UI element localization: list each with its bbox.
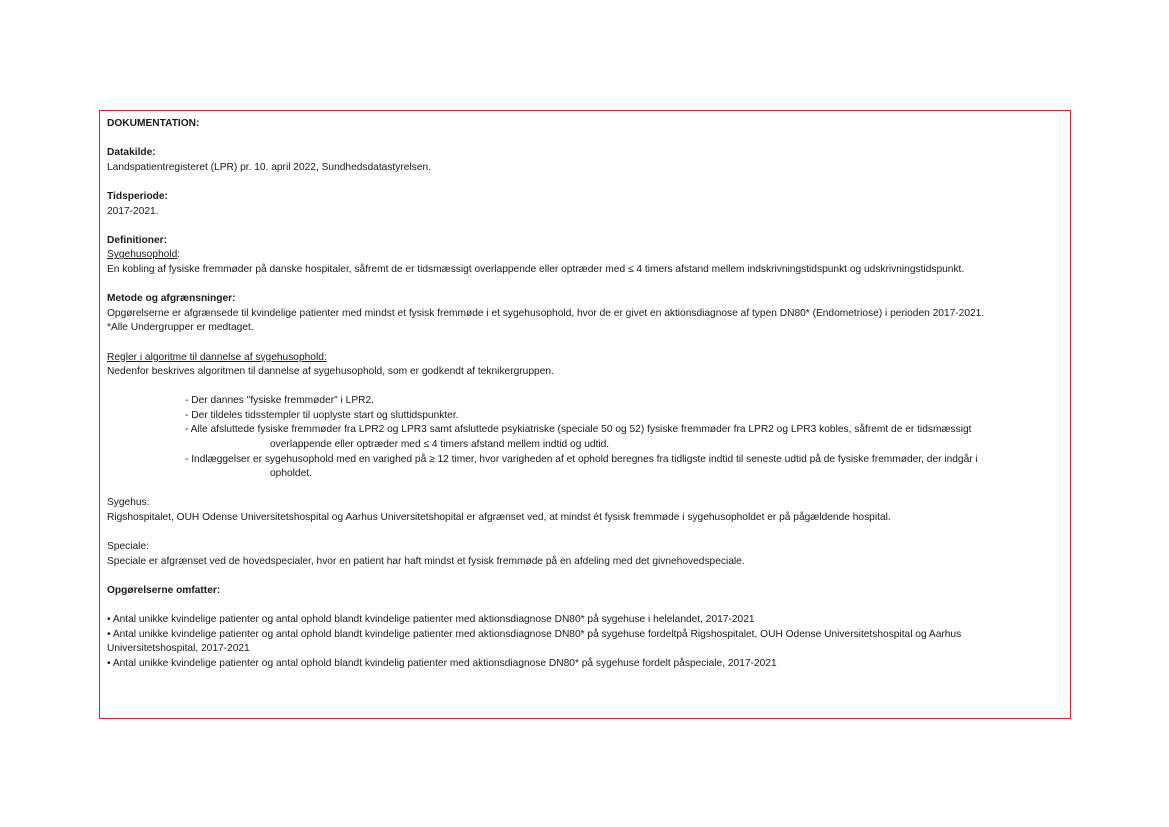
regler-item: - Alle afsluttede fysiske fremmøder fra LPR2 og LPR3 samt afsluttede psykiatriske (speciale 50 og 52) fysiske fremmøder fra LPR2 og LPR3 kobles, såfremt de er tidsmæssigt [185,424,972,436]
omfatter-bullet: • Antal unikke kvindelige patienter og antal ophold blandt kvindelig patienter med aktionsdiagnose DN80* på sygehuse fordelt påspeciale, 2017-2021 [107,657,777,669]
omfatter-bullet: • Antal unikke kvindelige patienter og antal ophold blandt kvindelige patienter med aktionsdiagnose DN80* på sygehuse fordeltpå Rigshospitalet, OUH Odense Universitetshospital og Aarhus [107,628,962,640]
regler-item: - Indlæggelser er sygehusophold med en varighed på ≥ 12 timer, hvor varigheden af et ophold beregnes fra tidligste indtid til seneste udtid på de fysiske fremmøder, der indgår i [185,453,978,465]
metode-note: *Alle Undergrupper er medtaget. [107,322,254,334]
definitioner-heading: Definitioner: [107,234,167,246]
spacer [107,219,1062,234]
sygehus-heading: Sygehus: [107,497,150,509]
omfatter-heading: Opgørelserne omfatter: [107,585,221,596]
spacer [107,278,1062,293]
spacer [107,336,1062,351]
subheading-colon: : [177,249,181,261]
metode-heading: Metode og afgrænsninger: [107,293,236,305]
spacer [107,599,1062,614]
omfatter-bullet: • Antal unikke kvindelige patienter og antal ophold blandt kvindelige patienter med aktionsdiagnose DN80* på sygehuse i helelandet, 2017-2021 [107,614,755,626]
sygehus-text: Rigshospitalet, OUH Odense Universitetshospital og Aarhus Universitetshopital er afgrænset ved, at mindst ét fysisk fremmøde i sygehusopholdet er på pågældende hospital. [107,512,891,524]
documentation-content [107,117,1062,672]
datakilde-heading: Datakilde: [107,147,156,159]
spacer [107,526,1062,541]
speciale-text: Speciale er afgrænset ved de hovedspecialer, hvor en patient har haft mindst et fysisk fremmøde på en afdeling med det givnehovedspeciale. [107,555,745,567]
tidsperiode-text: 2017-2021. [107,205,159,217]
regler-item: - Der dannes "fysiske fremmøder" i LPR2. [185,395,374,407]
regler-heading: Regler i algoritme til dannelse af sygehusophold: [107,351,327,363]
documentation-title: DOKUMENTATION: [107,118,200,129]
datakilde-text: Landspatientregisteret (LPR) pr. 10. april 2022, Sundhedsdatastyrelsen. [107,161,431,173]
spacer [107,175,1062,190]
documentation-box [99,110,1071,719]
tidsperiode-heading: Tidsperiode: [107,190,168,202]
regler-item-continuation: overlappende eller optræder med ≤ 4 timers afstand mellem indtid og udtid. [270,439,610,451]
metode-text: Opgørelserne er afgrænsede til kvindelige patienter med mindst et fysisk fremmøde i et sygehusophold, hvor de er givet en aktionsdiagnose af typen DN80* (Endometriose) i perioden 2017-2021. [107,307,985,319]
spacer [107,132,1062,147]
speciale-heading: Speciale: [107,541,149,553]
spacer [107,482,1062,497]
spacer [107,569,1062,584]
definitioner-text: En kobling af fysiske fremmøder på danske hospitaler, såfremt de er tidsmæssigt overlappende eller optræder med ≤ 4 timers afstand mellem indskrivningstidspunkt og udskrivningstidspunkt. [107,263,965,275]
regler-item: - Der tildeles tidsstempler til uoplyste start og sluttidspunkter. [185,409,459,421]
regler-text: Nedenfor beskrives algoritmen til dannelse af sygehusophold, som er godkendt af teknikergruppen. [107,366,554,378]
definitioner-subheading-line [107,248,1062,263]
regler-item-continuation: opholdet. [270,468,312,480]
sygehusophold-subheading: Sygehusophold [107,249,178,261]
omfatter-bullet-continuation: Universitetshospital, 2017-2021 [107,643,250,655]
spacer [107,380,1062,395]
